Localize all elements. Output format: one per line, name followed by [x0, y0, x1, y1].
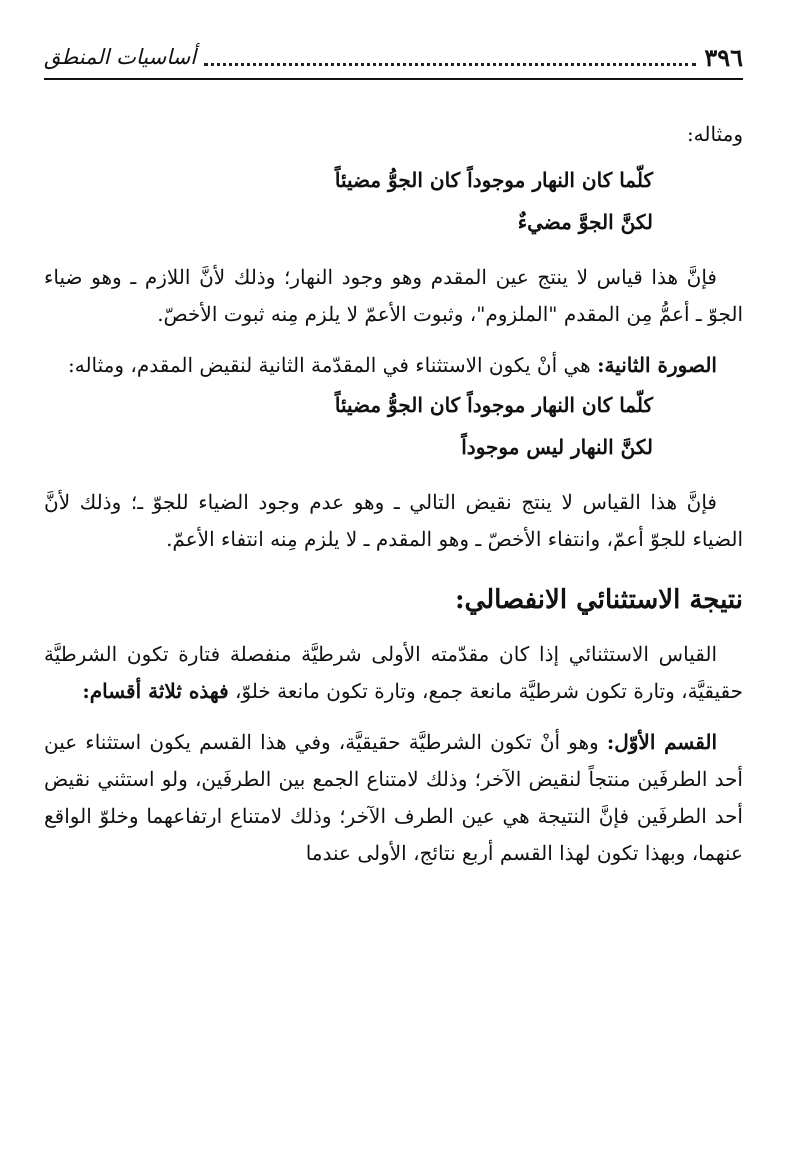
example-2-line-2: لكنَّ النهار ليس موجوداً: [461, 435, 653, 459]
part-1-paragraph: [44, 724, 743, 872]
example-block-1: [44, 159, 743, 243]
section-heading: نتيجة الاستثنائي الانفصالي:: [454, 585, 743, 615]
example-1-line-1: كلّما كان النهار موجوداً كان الجوُّ مضيئاً: [334, 168, 653, 192]
example-block-2: [44, 384, 743, 468]
page-number: ٣٩٦: [704, 42, 743, 72]
example-2-line-1: كلّما كان النهار موجوداً كان الجوُّ مضيئاً: [334, 393, 653, 417]
paragraph-3-bold: فهذه ثلاثة أقسام:: [82, 679, 229, 703]
example-label: ومثاله:: [686, 122, 743, 146]
book-title: أساسيات المنطق: [44, 45, 197, 69]
book-page: [44, 40, 743, 872]
example-1-line-2: لكنَّ الجوَّ مضيءٌ: [517, 210, 653, 234]
part-1-text: وهو أنْ تكون الشرطيَّة حقيقيَّة، وفي هذا القسم يكون استثناء عين أحد الطرفَين منتجاً لنقيض الآخر؛ وذلك لامتناع الجمع بين الطرفَين، ولو استثني نقيض أحد الطرفَين فإنَّ النتيجة هي عين الطرف الآخر؛ وذلك لامتناع ارتفاعهما وخلوّ الواقع عنهما، وبهذا تكون لهذا القسم أربع نتائج، الأولى عندما: [44, 730, 743, 865]
part-1-title: القسم الأوّل:: [606, 730, 718, 754]
form-2-paragraph: [44, 347, 743, 384]
paragraph-3: [44, 636, 743, 710]
page-body: [44, 116, 743, 872]
paragraph-1: فإنَّ هذا قياس لا ينتج عين المقدم وهو وجود النهار؛ وذلك لأنَّ اللازم ـ وهو ضياء الجوّ ـ أعمُّ مِن المقدم "الملزوم"، وثبوت الأعمّ لا يلزم مِنه ثبوت الأخصّ.: [44, 265, 743, 326]
running-header: [44, 40, 743, 80]
dotted-leader: [204, 49, 696, 66]
form-2-text: هي أنْ يكون الاستثناء في المقدّمة الثانية لنقيض المقدم، ومثاله:: [67, 353, 591, 377]
paragraph-3-text: القياس الاستثنائي إذا كان مقدّمته الأولى شرطيَّة منفصلة فتارة تكون الشرطيَّة حقيقيَّة، وتارة تكون شرطيَّة مانعة جمع، وتارة تكون مانعة خلوّ،: [44, 642, 743, 703]
form-2-title: الصورة الثانية:: [597, 353, 717, 377]
paragraph-2: فإنَّ هذا القياس لا ينتج نقيض التالي ـ وهو عدم وجود الضياء للجوّ ـ؛ وذلك لأنَّ الضياء للجوّ أعمّ، وانتفاء الأخصّ ـ وهو المقدم ـ لا يلزم مِنه انتفاء الأعمّ.: [44, 490, 743, 551]
